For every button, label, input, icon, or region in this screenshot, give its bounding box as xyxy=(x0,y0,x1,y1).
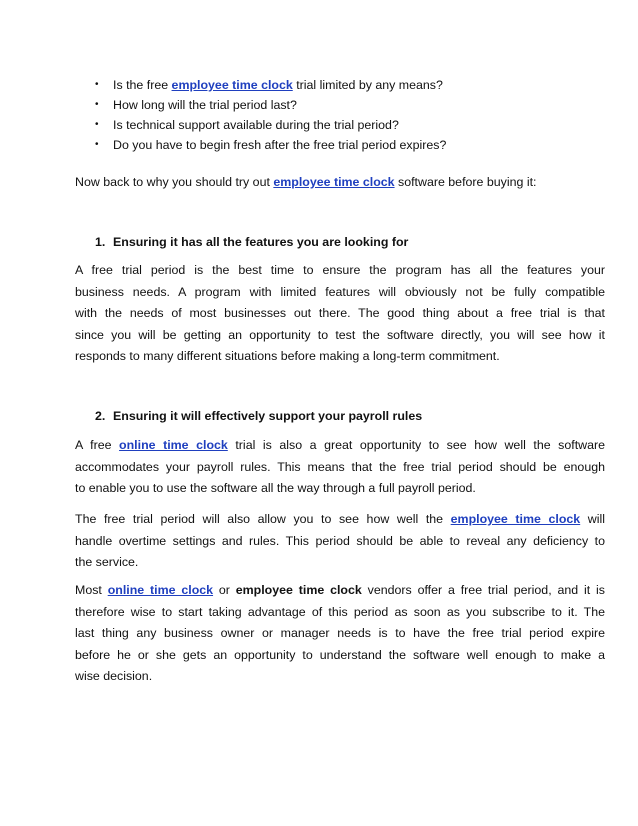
paragraph-line: business needs. A program with limited features will obviously not be fully compatible xyxy=(75,284,605,299)
paragraph-line: with the needs of most businesses out there. The good thing about a free trial is that xyxy=(75,306,605,320)
section-2-number: 2. xyxy=(95,409,106,423)
online-time-clock-link[interactable]: online time clock xyxy=(119,438,228,452)
paragraph-line: responds to many different situations before making a long-term commitment. xyxy=(75,349,500,363)
line-text: vendors offer a free trial period, and it is xyxy=(361,583,605,597)
bullet-icon: • xyxy=(95,99,99,110)
employee-time-clock-link[interactable]: employee time clock xyxy=(273,175,395,189)
paragraph-line xyxy=(75,435,605,457)
section-2-heading xyxy=(95,406,422,426)
paragraph-line: the service. xyxy=(75,555,139,569)
list-item xyxy=(95,75,595,95)
paragraph-line: wise decision. xyxy=(75,669,153,683)
intro-text-pre: Now back to why you should try out xyxy=(75,175,274,189)
list-item xyxy=(95,95,595,115)
paragraph-line: before he or she gets an opportunity to understand the software well enough to make a xyxy=(75,647,605,662)
list-item xyxy=(95,135,595,155)
line-text: or xyxy=(213,583,236,597)
paragraph-line: last thing any business owner or manager needs is to have the free trial period expire xyxy=(75,626,605,640)
paragraph-line: handle overtime settings and rules. This period should be able to reveal any deficiency to xyxy=(75,533,605,548)
bullet-text: How long will the trial period last? xyxy=(113,98,297,112)
intro-text-post: software before buying it: xyxy=(394,175,537,189)
online-time-clock-link[interactable]: online time clock xyxy=(107,583,214,597)
bullet-text: Do you have to begin fresh after the free trial period expires? xyxy=(113,138,447,152)
line-text: The free trial period will also allow you to see how well the xyxy=(75,512,451,526)
line-text: trial is also a great opportunity to see how well the software xyxy=(227,438,605,452)
bullet-icon: • xyxy=(95,119,99,130)
bullet-text-post: trial limited by any means? xyxy=(292,78,443,92)
bullet-icon: • xyxy=(95,79,99,90)
section-2-paragraph-3 xyxy=(75,580,605,688)
line-text: A free xyxy=(75,438,120,452)
paragraph-line: to enable you to use the software all the way through a full payroll period. xyxy=(75,481,476,495)
line-text: Most xyxy=(75,583,108,597)
section-1-paragraph xyxy=(75,260,605,368)
intro-paragraph xyxy=(75,172,605,194)
section-2-title: Ensuring it will effectively support your payroll rules xyxy=(113,409,423,423)
section-1-heading xyxy=(95,232,408,252)
question-list xyxy=(95,75,595,155)
bullet-icon: • xyxy=(95,139,99,150)
section-1-title: Ensuring it has all the features you are looking for xyxy=(113,235,409,249)
paragraph-line xyxy=(75,580,605,602)
paragraph-line: accommodates your payroll rules. This means that the free trial period should be enough xyxy=(75,459,605,474)
section-1-number: 1. xyxy=(95,235,106,249)
list-item xyxy=(95,115,595,135)
paragraph-line xyxy=(75,509,605,531)
employee-time-clock-link[interactable]: employee time clock xyxy=(450,512,581,526)
employee-time-clock-bold: employee time clock xyxy=(235,583,362,597)
bullet-text: Is technical support available during the trial period? xyxy=(113,118,399,132)
paragraph-line: A free trial period is the best time to ensure the program has all the features your xyxy=(75,263,605,277)
paragraph-line: therefore wise to start taking advantage of this period as soon as you subscribe to it. The xyxy=(75,604,605,619)
bullet-text-pre: Is the free xyxy=(113,78,172,92)
section-2-paragraph-2 xyxy=(75,509,605,574)
employee-time-clock-link[interactable]: employee time clock xyxy=(171,78,293,92)
line-text: will xyxy=(580,512,605,526)
paragraph-line: since you will be getting an opportunity to test the software directly, you will see how it xyxy=(75,327,605,342)
section-2-paragraph-1 xyxy=(75,435,605,500)
